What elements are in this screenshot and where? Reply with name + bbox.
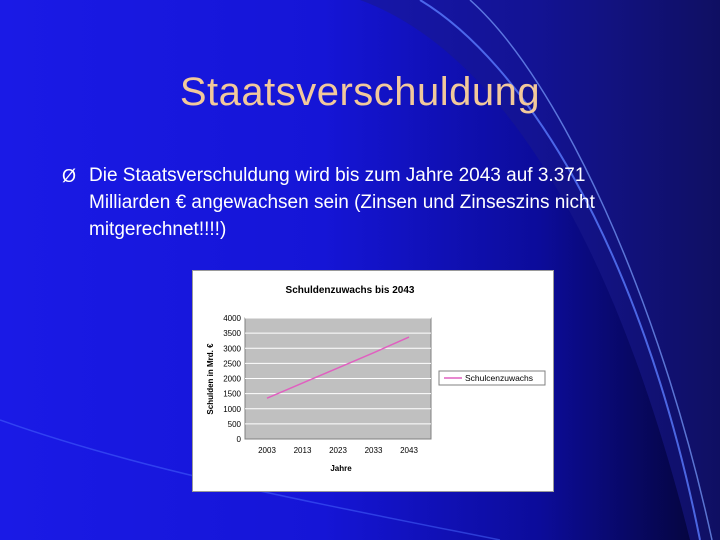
y-axis-label: Schulden in Mrd. € [206,343,215,415]
bullet-text: Die Staatsverschuldung wird bis zum Jahre 2043 auf 3.371 Milliarden € angewachsen sein (Zinsen und Zinseszins nicht mitgerechnet!!!!) [89,165,595,240]
y-tick-label: 2000 [223,374,241,384]
y-tick-label: 500 [227,419,241,429]
legend-label: Schulcenzuwachs [465,373,534,383]
line-chart [193,271,553,491]
y-tick-label: 2500 [223,359,241,369]
x-tick-label: 2003 [258,446,276,455]
arrow-bullet-icon: Ø [62,166,77,186]
y-tick-label: 3000 [223,344,241,354]
x-axis-label: Jahre [330,464,352,473]
y-tick-label: 4000 [223,314,241,323]
y-tick-label: 1500 [223,389,241,399]
y-tick-label: 1000 [223,404,241,414]
legend [439,371,545,385]
y-tick-labels [223,314,241,444]
chart-frame [192,270,554,492]
y-tick-label: 0 [236,435,241,444]
x-tick-label: 2043 [400,446,418,455]
x-tick-label: 2023 [329,446,347,455]
slide-title: Staatsverschuldung [179,70,541,114]
x-tick-label: 2013 [293,446,312,455]
x-tick-labels [258,446,418,455]
x-tick-label: 2033 [364,446,383,455]
chart-title: Schuldenzuwachs bis 2043 [285,285,415,296]
y-tick-label: 3500 [223,329,241,339]
